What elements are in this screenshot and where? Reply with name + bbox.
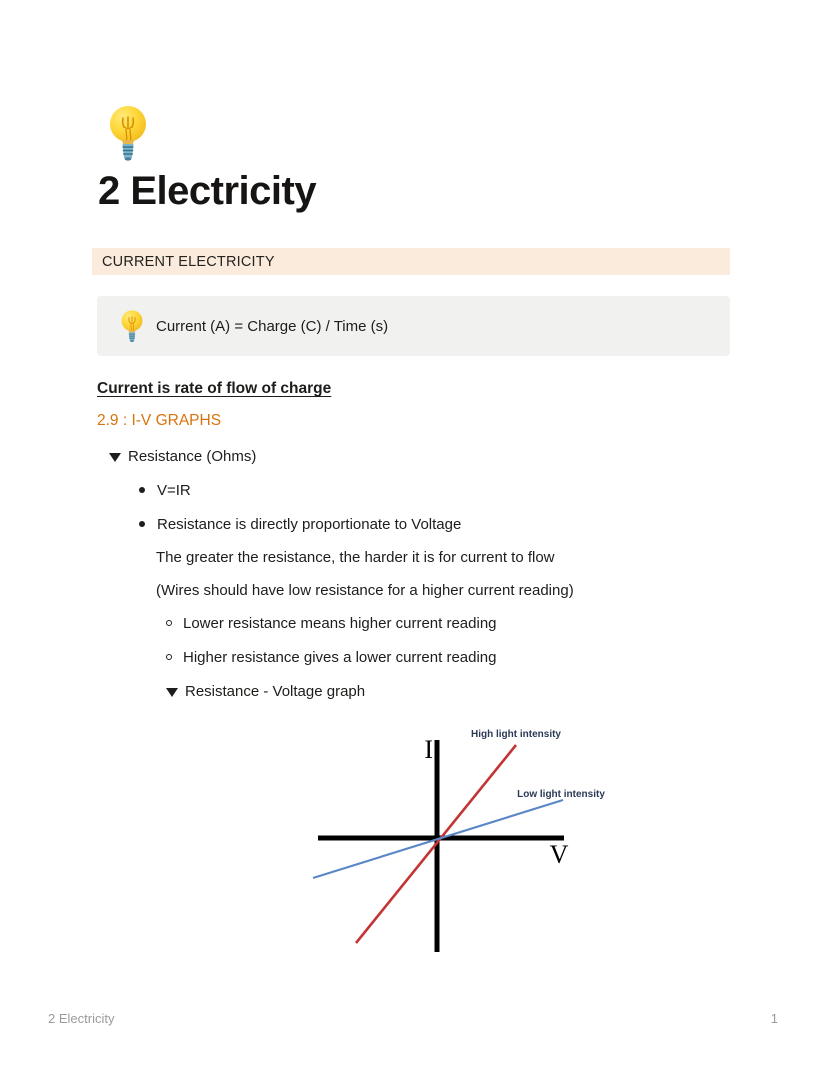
callout-text: Current (A) = Charge (C) / Time (s) xyxy=(156,317,389,335)
list-item xyxy=(139,479,191,501)
list-item xyxy=(166,612,497,634)
bullet-disc-icon xyxy=(139,521,145,527)
list-item xyxy=(139,513,461,535)
bullet-vir-label: V=IR xyxy=(157,481,191,499)
toggle-resistance-label: Resistance (Ohms) xyxy=(128,447,257,465)
statement-heading: Current is rate of flow of charge xyxy=(97,380,332,397)
toggle-resistance xyxy=(109,445,256,467)
toggle-rv-graph-label: Resistance - Voltage graph xyxy=(185,682,366,700)
footer-page-number: 1 xyxy=(770,1011,778,1026)
legend-high-light-intensity: High light intensity xyxy=(471,729,561,740)
legend-low-light-intensity: Low light intensity xyxy=(517,789,605,800)
page-title: 2 Electricity xyxy=(98,169,317,213)
lightbulb-emoji-icon xyxy=(121,309,143,343)
subheading-iv-graphs: 2.9 : I-V GRAPHS xyxy=(97,412,222,429)
y-axis-label: I xyxy=(424,735,433,764)
bullet-disc-icon xyxy=(139,487,145,493)
toggle-rv-graph xyxy=(166,680,365,702)
sub-higher-label: Higher resistance gives a lower current reading xyxy=(183,648,497,666)
paragraph-line: The greater the resistance, the harder it is for current to flow xyxy=(156,548,555,566)
sub-lower-label: Lower resistance means higher current reading xyxy=(183,614,497,632)
bullet-proportionate-label: Resistance is directly proportionate to Voltage xyxy=(157,515,462,533)
paragraph-line: (Wires should have low resistance for a higher current reading) xyxy=(156,581,574,599)
toggle-triangle-icon xyxy=(109,453,121,462)
section-heading-label: CURRENT ELECTRICITY xyxy=(102,253,275,270)
bullet-circle-icon xyxy=(166,654,172,660)
list-item xyxy=(166,646,496,668)
bullet-circle-icon xyxy=(166,620,172,626)
callout-block xyxy=(97,296,730,356)
toggle-triangle-icon xyxy=(166,688,178,697)
iv-graph-image xyxy=(300,713,622,965)
lightbulb-emoji-icon xyxy=(109,104,147,162)
footer-document-title: 2 Electricity xyxy=(48,1011,115,1026)
x-axis-label: V xyxy=(549,840,569,869)
section-heading-current-electricity xyxy=(92,248,730,275)
